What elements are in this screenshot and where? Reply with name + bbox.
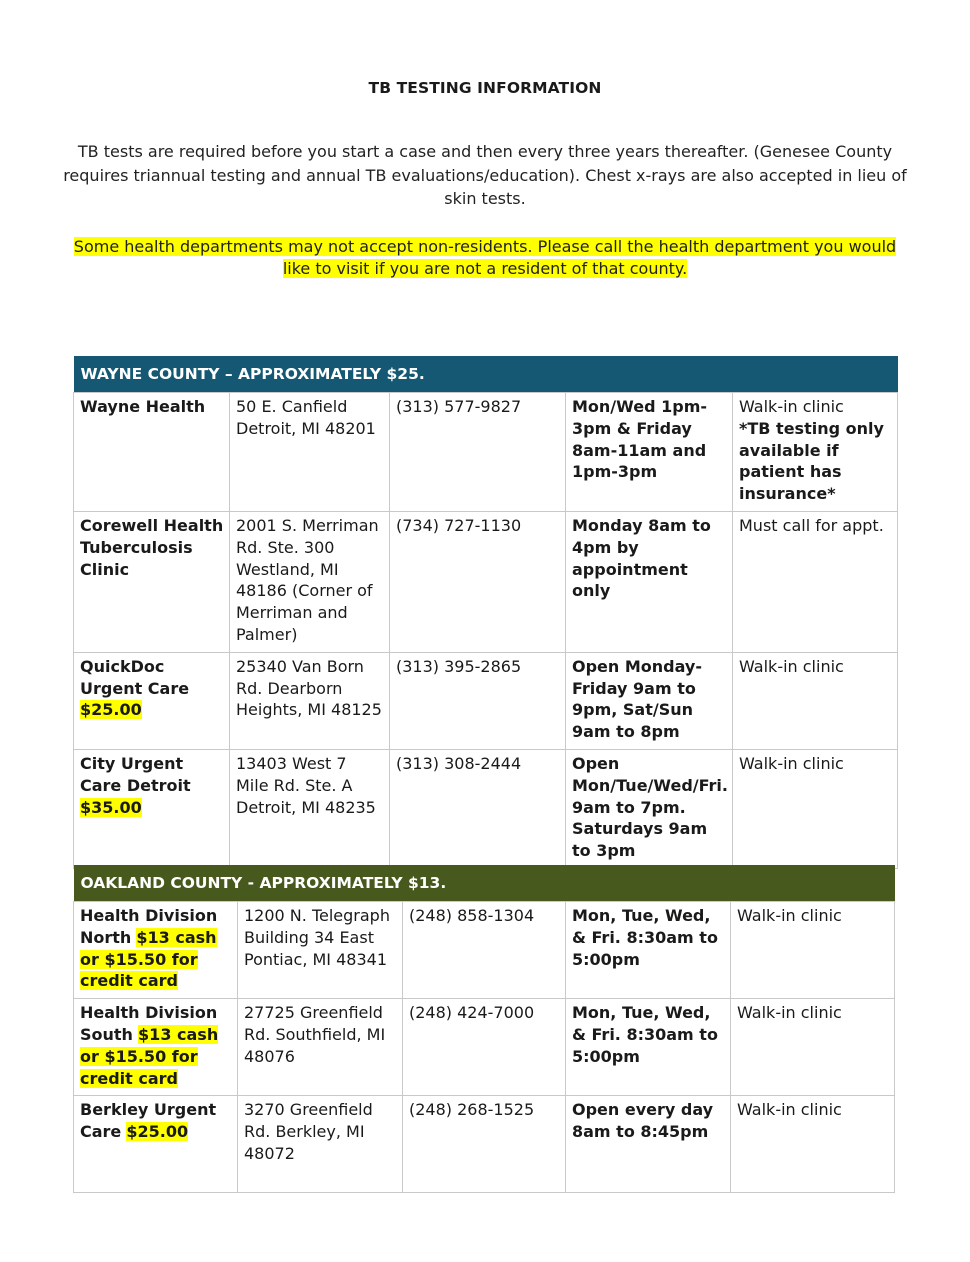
clinic-name: City Urgent Care Detroit [80, 753, 191, 795]
clinic-name-cell [74, 1096, 238, 1193]
insurance-note: *TB testing only available if patient has insurance* [739, 418, 884, 504]
notes-cell [733, 393, 898, 512]
table-row [74, 999, 895, 1096]
notes-cell: Walk-in clinic [731, 999, 895, 1096]
price-highlight: $25.00 [126, 1122, 189, 1142]
clinic-name: Berkley Urgent Care [80, 1100, 217, 1142]
table-header-row [74, 865, 895, 902]
table-row [74, 652, 898, 749]
phone-cell: (313) 308-2444 [390, 749, 566, 868]
table-row [74, 1096, 895, 1193]
address-cell: 27725 Greenfield Rd. Southfield, MI 48076 [238, 999, 403, 1096]
price-highlight: $13 cash or $15.50 for credit card [80, 927, 217, 991]
clinic-name: QuickDoc Urgent Care [80, 656, 190, 698]
page-title: TB TESTING INFORMATION [368, 79, 602, 97]
table-row [74, 749, 898, 868]
clinic-name: Health Division South [80, 1003, 218, 1044]
table-header-row [74, 356, 898, 393]
price-highlight: $13 cash or $15.50 for credit card [80, 1024, 219, 1088]
address-cell: 1200 N. Telegraph Building 34 East Pontiac, MI 48341 [238, 902, 403, 999]
hours-cell: Open Mon/Tue/Wed/Fri. 9am to 7pm. Saturdays 9am to 3pm [566, 749, 733, 868]
address-cell: 25340 Van Born Rd. Dearborn Heights, MI 48125 [230, 652, 390, 749]
hours-cell: Mon, Tue, Wed, & Fri. 8:30am to 5:00pm [566, 902, 731, 999]
clinic-name-cell [74, 749, 230, 868]
clinic-name-cell [74, 511, 230, 652]
notes-cell: Walk-in clinic [731, 902, 895, 999]
price-highlight: $35.00 [80, 797, 142, 817]
table-row [74, 393, 898, 512]
hours-cell: Mon, Tue, Wed, & Fri. 8:30am to 5:00pm [566, 999, 731, 1096]
table-row [74, 511, 898, 652]
hours-cell: Open Monday-Friday 9am to 9pm, Sat/Sun 9am to 8pm [566, 652, 733, 749]
address-cell: 3270 Greenfield Rd. Berkley, MI 48072 [238, 1096, 403, 1193]
notice-highlight: Some health departments may not accept non-residents. Please call the health department you would like to visit if you are not a resident of that county. [73, 237, 897, 278]
price-highlight: $25.00 [80, 700, 142, 720]
wayne-county-table [73, 356, 898, 869]
clinic-name: Wayne Health [80, 397, 206, 416]
clinic-name: Health Division North [80, 906, 218, 947]
phone-cell: (313) 395-2865 [390, 652, 566, 749]
hours-cell: Monday 8am to 4pm by appointment only [566, 511, 733, 652]
phone-cell: (734) 727-1130 [390, 511, 566, 652]
oakland-county-header: OAKLAND COUNTY - APPROXIMATELY $13. [74, 865, 895, 902]
phone-cell: (248) 424-7000 [403, 999, 566, 1096]
notes-cell: Must call for appt. [733, 511, 898, 652]
oakland-county-table [73, 865, 895, 1193]
phone-cell: (313) 577-9827 [390, 393, 566, 512]
clinic-name: Corewell Health Tuberculosis Clinic [80, 515, 224, 579]
address-cell: 50 E. Canfield Detroit, MI 48201 [230, 393, 390, 512]
notes-cell: Walk-in clinic [731, 1096, 895, 1193]
clinic-name-cell [74, 652, 230, 749]
phone-cell: (248) 268-1525 [403, 1096, 566, 1193]
clinic-name-cell [74, 393, 230, 512]
phone-cell: (248) 858-1304 [403, 902, 566, 999]
clinic-name-cell [74, 902, 238, 999]
address-cell: 2001 S. Merriman Rd. Ste. 300 Westland, MI 48186 (Corner of Merriman and Palmer) [230, 511, 390, 652]
clinic-name-cell [74, 999, 238, 1096]
table-row [74, 902, 895, 999]
note-text: Walk-in clinic [739, 397, 844, 416]
intro-paragraph: TB tests are required before you start a case and then every three years thereafter. (Genesee County requires triannual testing and annual TB evaluations/education). Chest x-rays are also accepted in lieu of skin tests. [63, 142, 907, 208]
hours-cell: Mon/Wed 1pm-3pm & Friday 8am-11am and 1pm-3pm [566, 393, 733, 512]
hours-cell: Open every day 8am to 8:45pm [566, 1096, 731, 1193]
residency-notice [60, 236, 910, 280]
notes-cell: Walk-in clinic [733, 652, 898, 749]
notes-cell: Walk-in clinic [733, 749, 898, 868]
wayne-county-header: WAYNE COUNTY – APPROXIMATELY $25. [74, 356, 898, 393]
address-cell: 13403 West 7 Mile Rd. Ste. A Detroit, MI 48235 [230, 749, 390, 868]
